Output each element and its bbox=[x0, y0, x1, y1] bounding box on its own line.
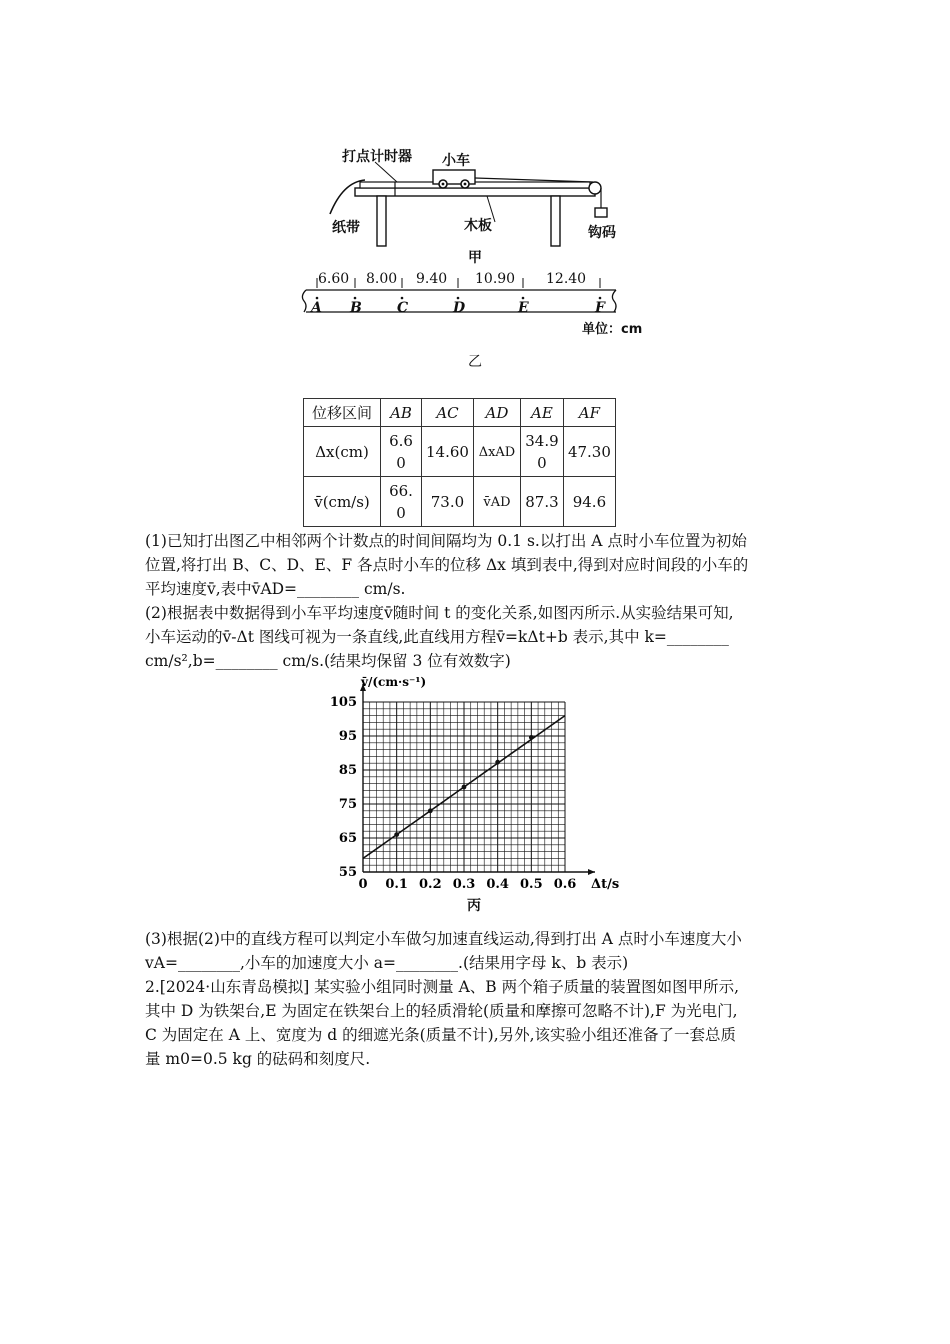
table-cell: 73.0 bbox=[422, 477, 474, 527]
board-leg-right bbox=[551, 196, 560, 246]
table-cell: v̄(cm/s) bbox=[304, 477, 381, 527]
table-cell: 66. 0 bbox=[381, 477, 422, 527]
table-cell bbox=[473, 477, 520, 527]
table-header: AD bbox=[473, 399, 520, 427]
y-tick-label: 75 bbox=[338, 797, 357, 812]
q3-line1: (3)根据(2)中的直线方程可以判定小车做匀加速直线运动,得到打出 A 点时小车速度大小 bbox=[145, 930, 742, 948]
table-header: AF bbox=[563, 399, 615, 427]
tape-seg-de: 10.90 bbox=[475, 271, 516, 287]
data-table bbox=[303, 398, 616, 527]
q1-line1: (1)已知打出图乙中相邻两个计数点的时间间隔均为 0.1 s.以打出 A 点时小车位置为初始 bbox=[145, 532, 747, 550]
x-axis-label: Δt/s bbox=[591, 877, 620, 892]
q2-line3: cm/s²,b=________ cm/s.(结果均保留 3 位有效数字) bbox=[145, 652, 511, 670]
data-point bbox=[428, 808, 433, 813]
tape-point-d: D bbox=[453, 300, 466, 316]
q2-line2: 小车运动的v̄-Δt 图线可视为一条直线,此直线用方程v̄=kΔt+b 表示,其中 k=________ bbox=[145, 628, 729, 646]
q1-line2: 位置,将打出 B、C、D、E、F 各点时小车的位移 Δx 填到表中,得到对应时间段的小车的 bbox=[145, 556, 749, 574]
q1-line3: 平均速度v̄,表中v̄AD=________ cm/s. bbox=[145, 580, 406, 598]
p2-line4: 量 m0=0.5 kg 的砝码和刻度尺. bbox=[145, 1050, 371, 1068]
tape-seg-cd: 9.40 bbox=[416, 271, 448, 287]
caption-bing: 丙 bbox=[467, 898, 481, 914]
label-timer: 打点计时器 bbox=[342, 149, 412, 165]
tape-seg-ef: 12.40 bbox=[546, 271, 587, 287]
table-cell: 94.6 bbox=[563, 477, 615, 527]
table-cell: Δx(cm) bbox=[304, 427, 381, 477]
y-tick-label: 65 bbox=[338, 831, 357, 846]
tape-point-f: F bbox=[595, 300, 605, 316]
data-point bbox=[495, 760, 500, 765]
p2-line2: 其中 D 为铁架台,E 为固定在铁架台上的轻质滑轮(质量和摩擦可忽略不计),F 为光电门, bbox=[145, 1002, 738, 1020]
table-cell: 6.6 0 bbox=[381, 427, 422, 477]
x-tick-label: 0.4 bbox=[486, 877, 509, 892]
x-tick-label: 0.2 bbox=[419, 877, 442, 892]
x-tick-label: 0.3 bbox=[452, 877, 476, 892]
table-header-row bbox=[304, 399, 616, 427]
q2-line1: (2)根据表中数据得到小车平均速度v̄随时间 t 的变化关系,如图丙所示.从实验结果可知, bbox=[145, 604, 734, 622]
y-tick-label: 105 bbox=[329, 695, 357, 710]
p2-line3: C 为固定在 A 上、宽度为 d 的细遮光条(质量不计),另外,该实验小组还准备了一套总质 bbox=[145, 1026, 737, 1044]
table-cell: 87.3 bbox=[520, 477, 563, 527]
chart-bing bbox=[325, 672, 625, 902]
y-tick-label: 55 bbox=[338, 865, 357, 880]
table-cell: 47.30 bbox=[563, 427, 615, 477]
label-tape: 纸带 bbox=[332, 220, 360, 236]
board bbox=[355, 188, 595, 196]
board-leg-left bbox=[377, 196, 386, 246]
tape-seg-ab: 6.60 bbox=[318, 271, 350, 287]
table-cell: 34.9 0 bbox=[520, 427, 563, 477]
table-header: AB bbox=[381, 399, 422, 427]
x-axis-arrow bbox=[588, 869, 595, 875]
p2-line1: 2.[2024·山东青岛模拟] 某实验小组同时测量 A、B 两个箱子质量的装置图如图甲所示, bbox=[145, 978, 740, 996]
tape-unit: 单位：cm bbox=[582, 322, 643, 337]
x-tick-label: 0.1 bbox=[385, 877, 408, 892]
label-cart: 小车 bbox=[442, 153, 470, 169]
table-row bbox=[304, 477, 616, 527]
table-header: AC bbox=[422, 399, 474, 427]
tape-point-a: A bbox=[311, 300, 322, 316]
data-point bbox=[394, 832, 399, 837]
caption-jia: 甲 bbox=[468, 250, 482, 266]
tape-seg-bc: 8.00 bbox=[366, 271, 398, 287]
tape-point-c: C bbox=[397, 300, 409, 316]
y-axis-label: v̄/(cm·s⁻¹) bbox=[361, 675, 427, 689]
hook-weight bbox=[595, 208, 607, 217]
data-point bbox=[462, 785, 467, 790]
label-weight: 钩码 bbox=[588, 225, 616, 241]
pulley bbox=[589, 182, 601, 194]
label-board: 木板 bbox=[464, 218, 492, 234]
table-header: AE bbox=[520, 399, 563, 427]
q3-line2: vA=________,小车的加速度大小 a=________.(结果用字母 k、b 表示) bbox=[145, 954, 629, 972]
table-cell-vad: v̄AD bbox=[483, 494, 511, 510]
caption-yi: 乙 bbox=[468, 354, 482, 370]
x-tick-label: 0 bbox=[358, 877, 368, 892]
table-cell bbox=[473, 427, 520, 477]
x-tick-label: 0.5 bbox=[520, 877, 543, 892]
tape-point-b: B bbox=[350, 300, 362, 316]
y-tick-label: 95 bbox=[338, 729, 357, 744]
table-header: 位移区间 bbox=[304, 399, 381, 427]
table-cell: 14.60 bbox=[422, 427, 474, 477]
table-row bbox=[304, 427, 616, 477]
data-point bbox=[529, 735, 534, 740]
table-cell-dxad: ΔxAD bbox=[478, 444, 516, 460]
x-tick-label: 0.6 bbox=[553, 877, 577, 892]
y-tick-label: 85 bbox=[338, 763, 357, 778]
tape-point-e: E bbox=[518, 300, 529, 316]
